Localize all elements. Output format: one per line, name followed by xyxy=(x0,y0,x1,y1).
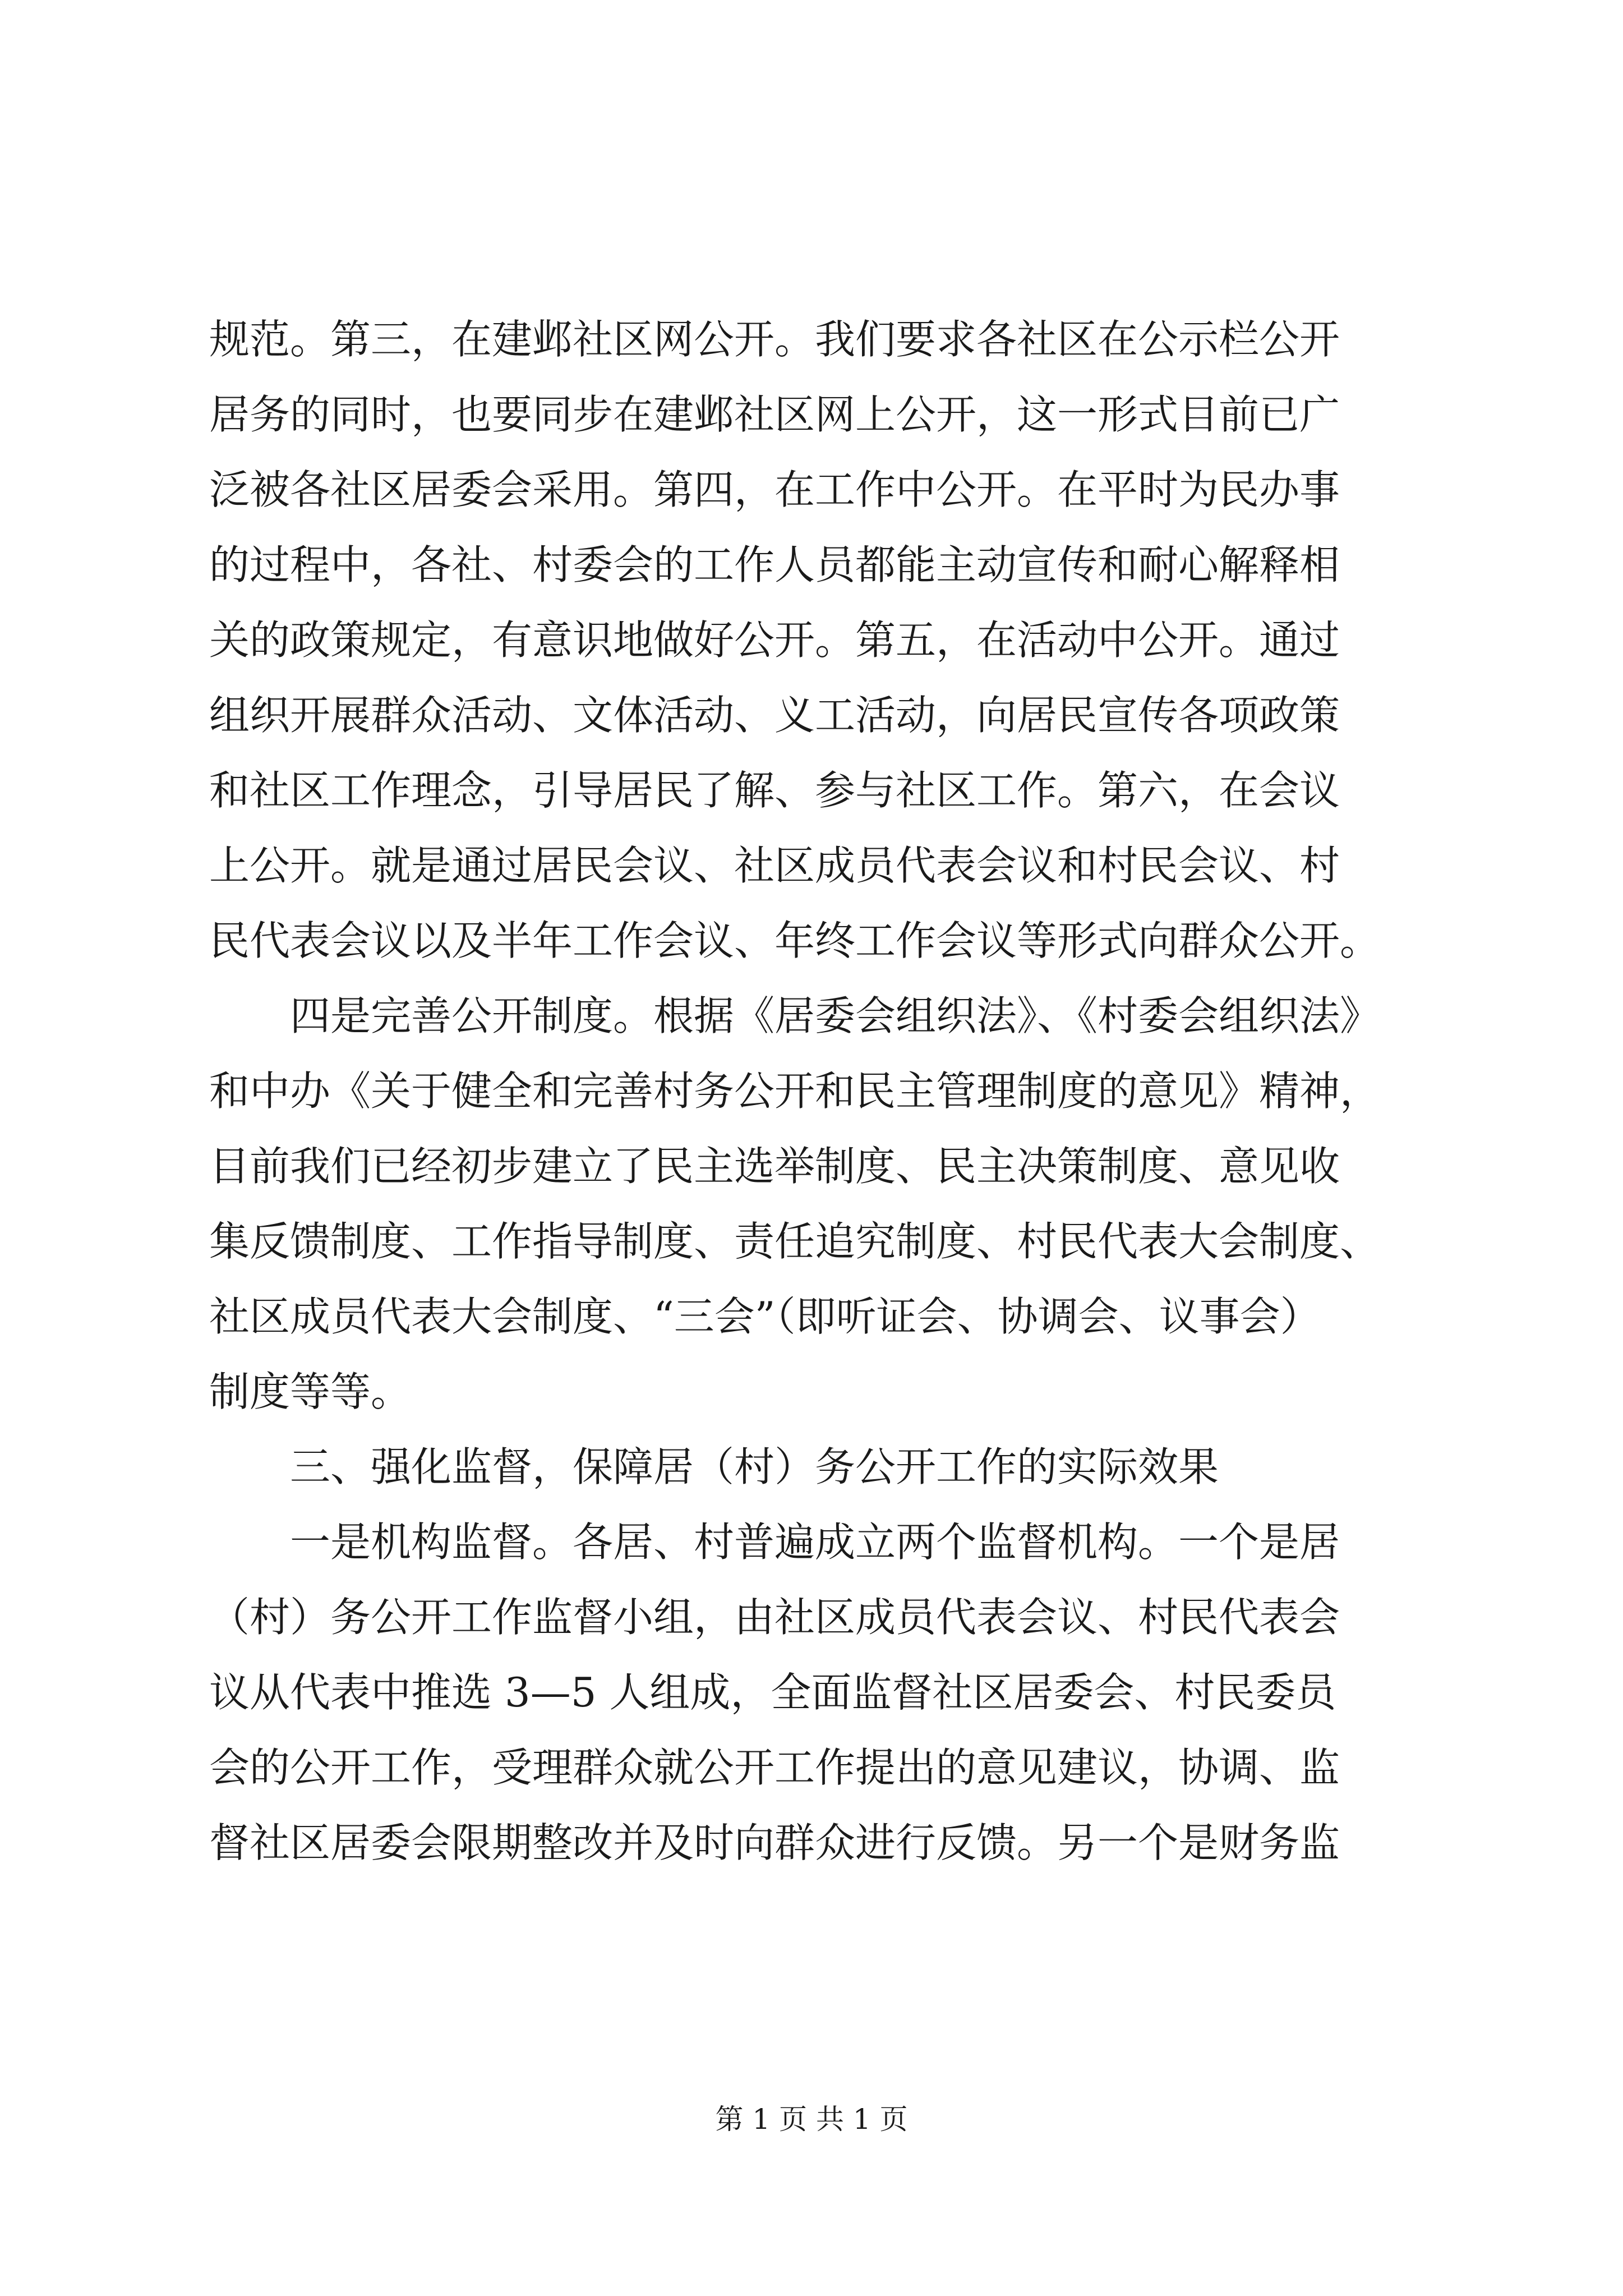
text-line: 会的公开工作，受理群众就公开工作提出的意见建议，协调、监 xyxy=(209,1744,1340,1791)
text-line: 上公开。就是通过居民会议、社区成员代表会议和村民会议、村 xyxy=(209,842,1340,889)
text-line: （村）务公开工作监督小组，由社区成员代表会议、村民代表会 xyxy=(209,1594,1340,1641)
page-footer: 第 1 页 共 1 页 xyxy=(715,2103,908,2136)
text-line: 督社区居委会限期整改并及时向群众进行反馈。另一个是财务监 xyxy=(209,1819,1340,1866)
text-line: 制度等等。 xyxy=(209,1368,412,1415)
text-line: 关的政策规定，有意识地做好公开。第五，在活动中公开。通过 xyxy=(209,616,1340,664)
body-text xyxy=(209,302,1432,1880)
text-line: 的过程中，各社、村委会的工作人员都能主动宣传和耐心解释相 xyxy=(209,541,1340,588)
text-line: 一是机构监督。各居、村普遍成立两个监督机构。一个是居 xyxy=(209,1519,1340,1566)
section-heading: 三、强化监督，保障居（村）务公开工作的实际效果 xyxy=(209,1443,1219,1490)
text-line: 组织开展群众活动、文体活动、义工活动，向居民宣传各项政策 xyxy=(209,692,1340,739)
text-line: 社区成员代表大会制度、“三会”（即听证会、协调会、议事会） xyxy=(209,1293,1321,1340)
text-line: 四是完善公开制度。根据《居委会组织法》、《村委会组织法》 xyxy=(209,992,1381,1039)
text-line: 议从代表中推选 3—5 人组成，全面监督社区居委会、村民委员 xyxy=(209,1669,1336,1716)
text-line: 和中办《关于健全和完善村务公开和民主管理制度的意见》精神， xyxy=(209,1068,1381,1115)
text-line: 规范。第三，在建邺社区网公开。我们要求各社区在公示栏公开 xyxy=(209,316,1340,363)
text-line: 居务的同时，也要同步在建邺社区网上公开，这一形式目前已广 xyxy=(209,391,1340,438)
text-line: 目前我们已经初步建立了民主选举制度、民主决策制度、意见收 xyxy=(209,1143,1340,1190)
text-line: 和社区工作理念，引导居民了解、参与社区工作。第六，在会议 xyxy=(209,767,1340,814)
text-line: 泛被各社区居委会采用。第四，在工作中公开。在平时为民办事 xyxy=(209,466,1340,513)
text-line: 民代表会议以及半年工作会议、年终工作会议等形式向群众公开。 xyxy=(209,917,1381,964)
text-line: 集反馈制度、工作指导制度、责任追究制度、村民代表大会制度、 xyxy=(209,1218,1381,1265)
